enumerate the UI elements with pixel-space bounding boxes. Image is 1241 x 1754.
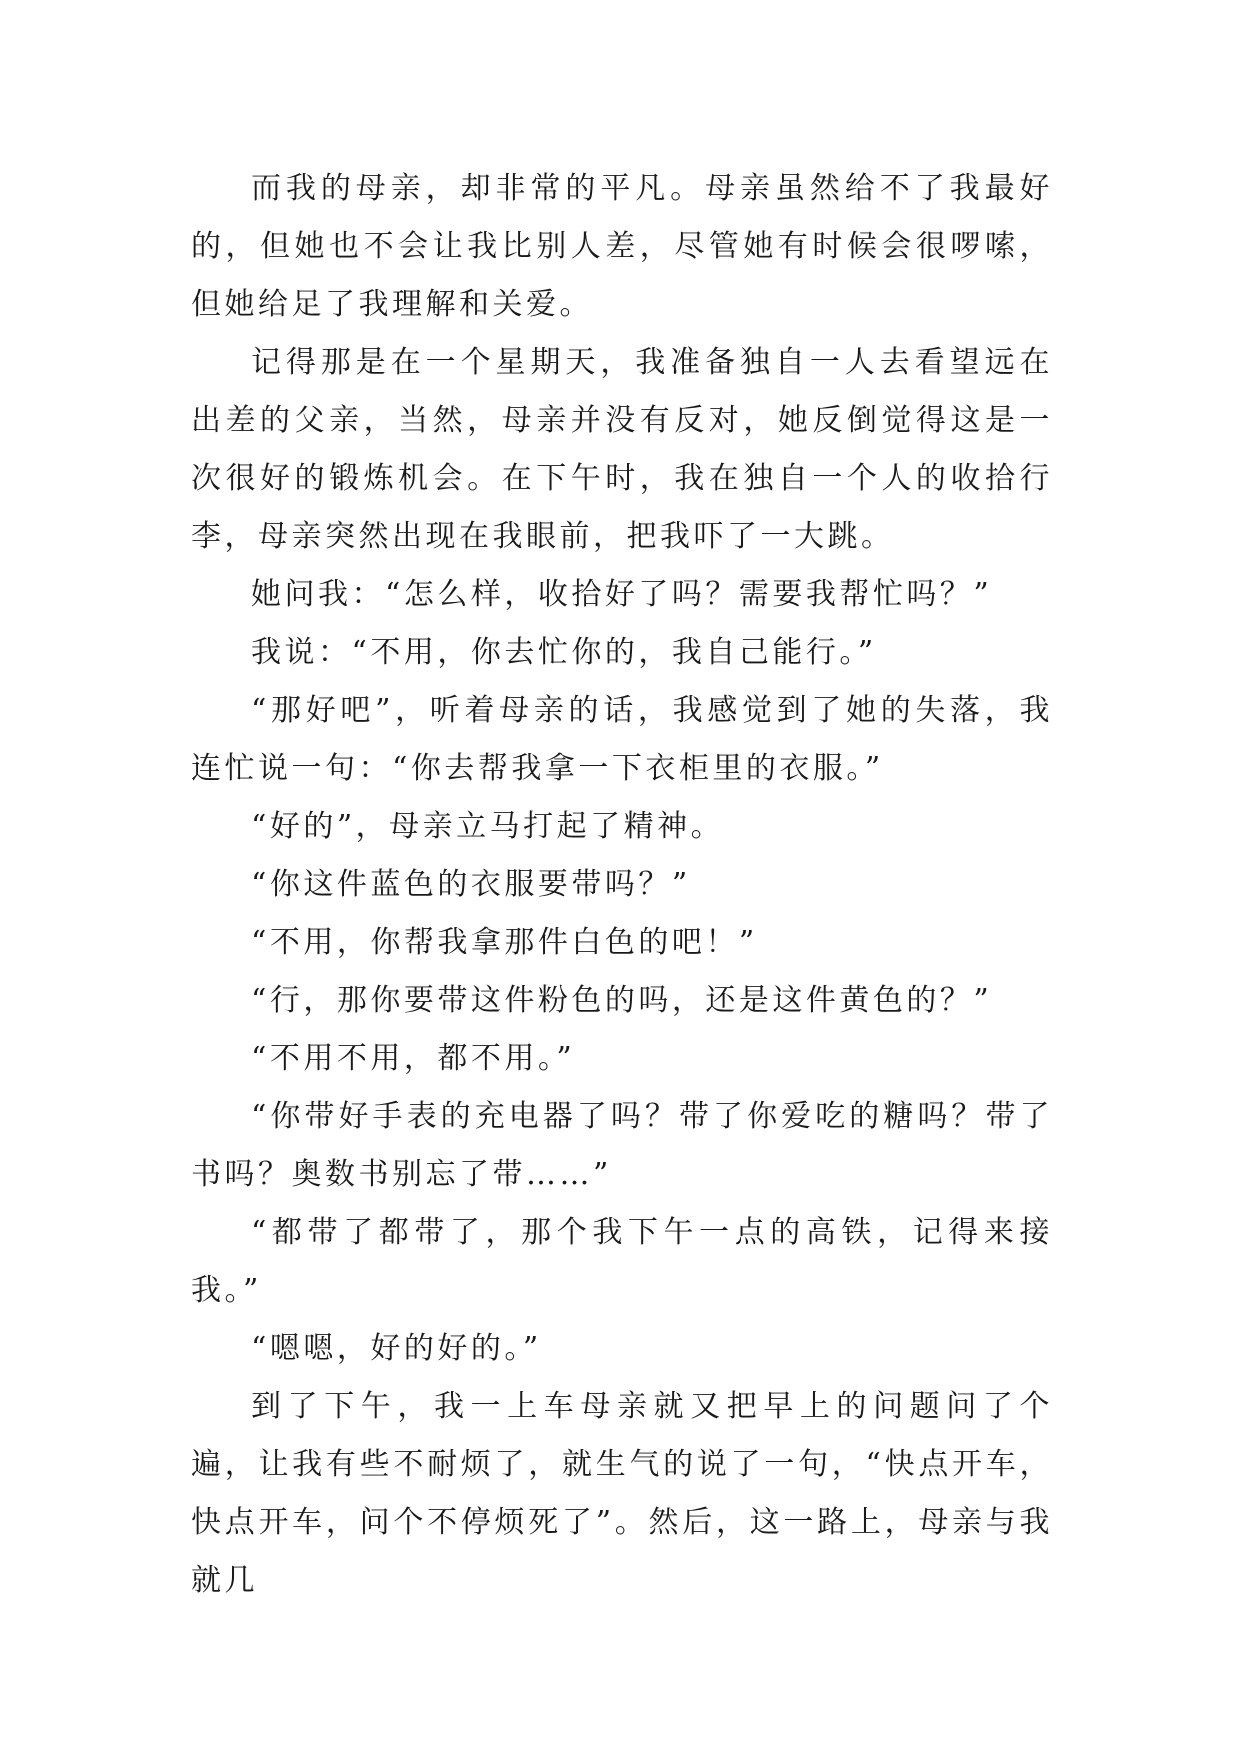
paragraph: “不用，你帮我拿那件白色的吧！” xyxy=(251,925,758,960)
paragraph: “你这件蓝色的衣服要带吗？” xyxy=(251,867,691,902)
paragraph: “都带了都带了，那个我下午一点的高铁，记得来接我。” xyxy=(191,1215,1053,1308)
paragraph: 而我的母亲，却非常的平凡。母亲虽然给不了我最好的，但她也不会让我比别人差，尽管她有时候会很啰嗦，但她给足了我理解和关爱。 xyxy=(191,171,1053,322)
paragraph: “嗯嗯，好的好的。” xyxy=(251,1331,542,1366)
paragraph: “行，那你要带这件粉色的吗，还是这件黄色的？” xyxy=(251,983,993,1018)
paragraph: “那好吧”，听着母亲的话，我感觉到了她的失落，我连忙说一句：“你去帮我拿一下衣柜里的衣服。” xyxy=(191,693,1053,786)
paragraph: “不用不用，都不用。” xyxy=(251,1041,576,1076)
paragraph: 记得那是在一个星期天，我准备独自一人去看望远在出差的父亲，当然，母亲并没有反对，她反倒觉得这是一次很好的锻炼机会。在下午时，我在独自一个人的收拾行李，母亲突然出现在我眼前，把我吓了一大跳。 xyxy=(191,345,1053,554)
paragraph: 我说：“不用，你去忙你的，我自己能行。” xyxy=(251,635,877,670)
paragraph: “好的”，母亲立马打起了精神。 xyxy=(251,809,725,844)
paragraph: “你带好手表的充电器了吗？带了你爱吃的糖吗？带了书吗？奥数书别忘了带……” xyxy=(191,1099,1053,1192)
paragraph: 到了下午，我一上车母亲就又把早上的问题问了个遍，让我有些不耐烦了，就生气的说了一句，“快点开车，快点开车，问个不停烦死了”。然后，这一路上，母亲与我就几 xyxy=(191,1389,1053,1598)
paragraph: 她问我：“怎么样，收拾好了吗？需要我帮忙吗？” xyxy=(251,577,993,612)
body-text xyxy=(191,160,1053,1610)
